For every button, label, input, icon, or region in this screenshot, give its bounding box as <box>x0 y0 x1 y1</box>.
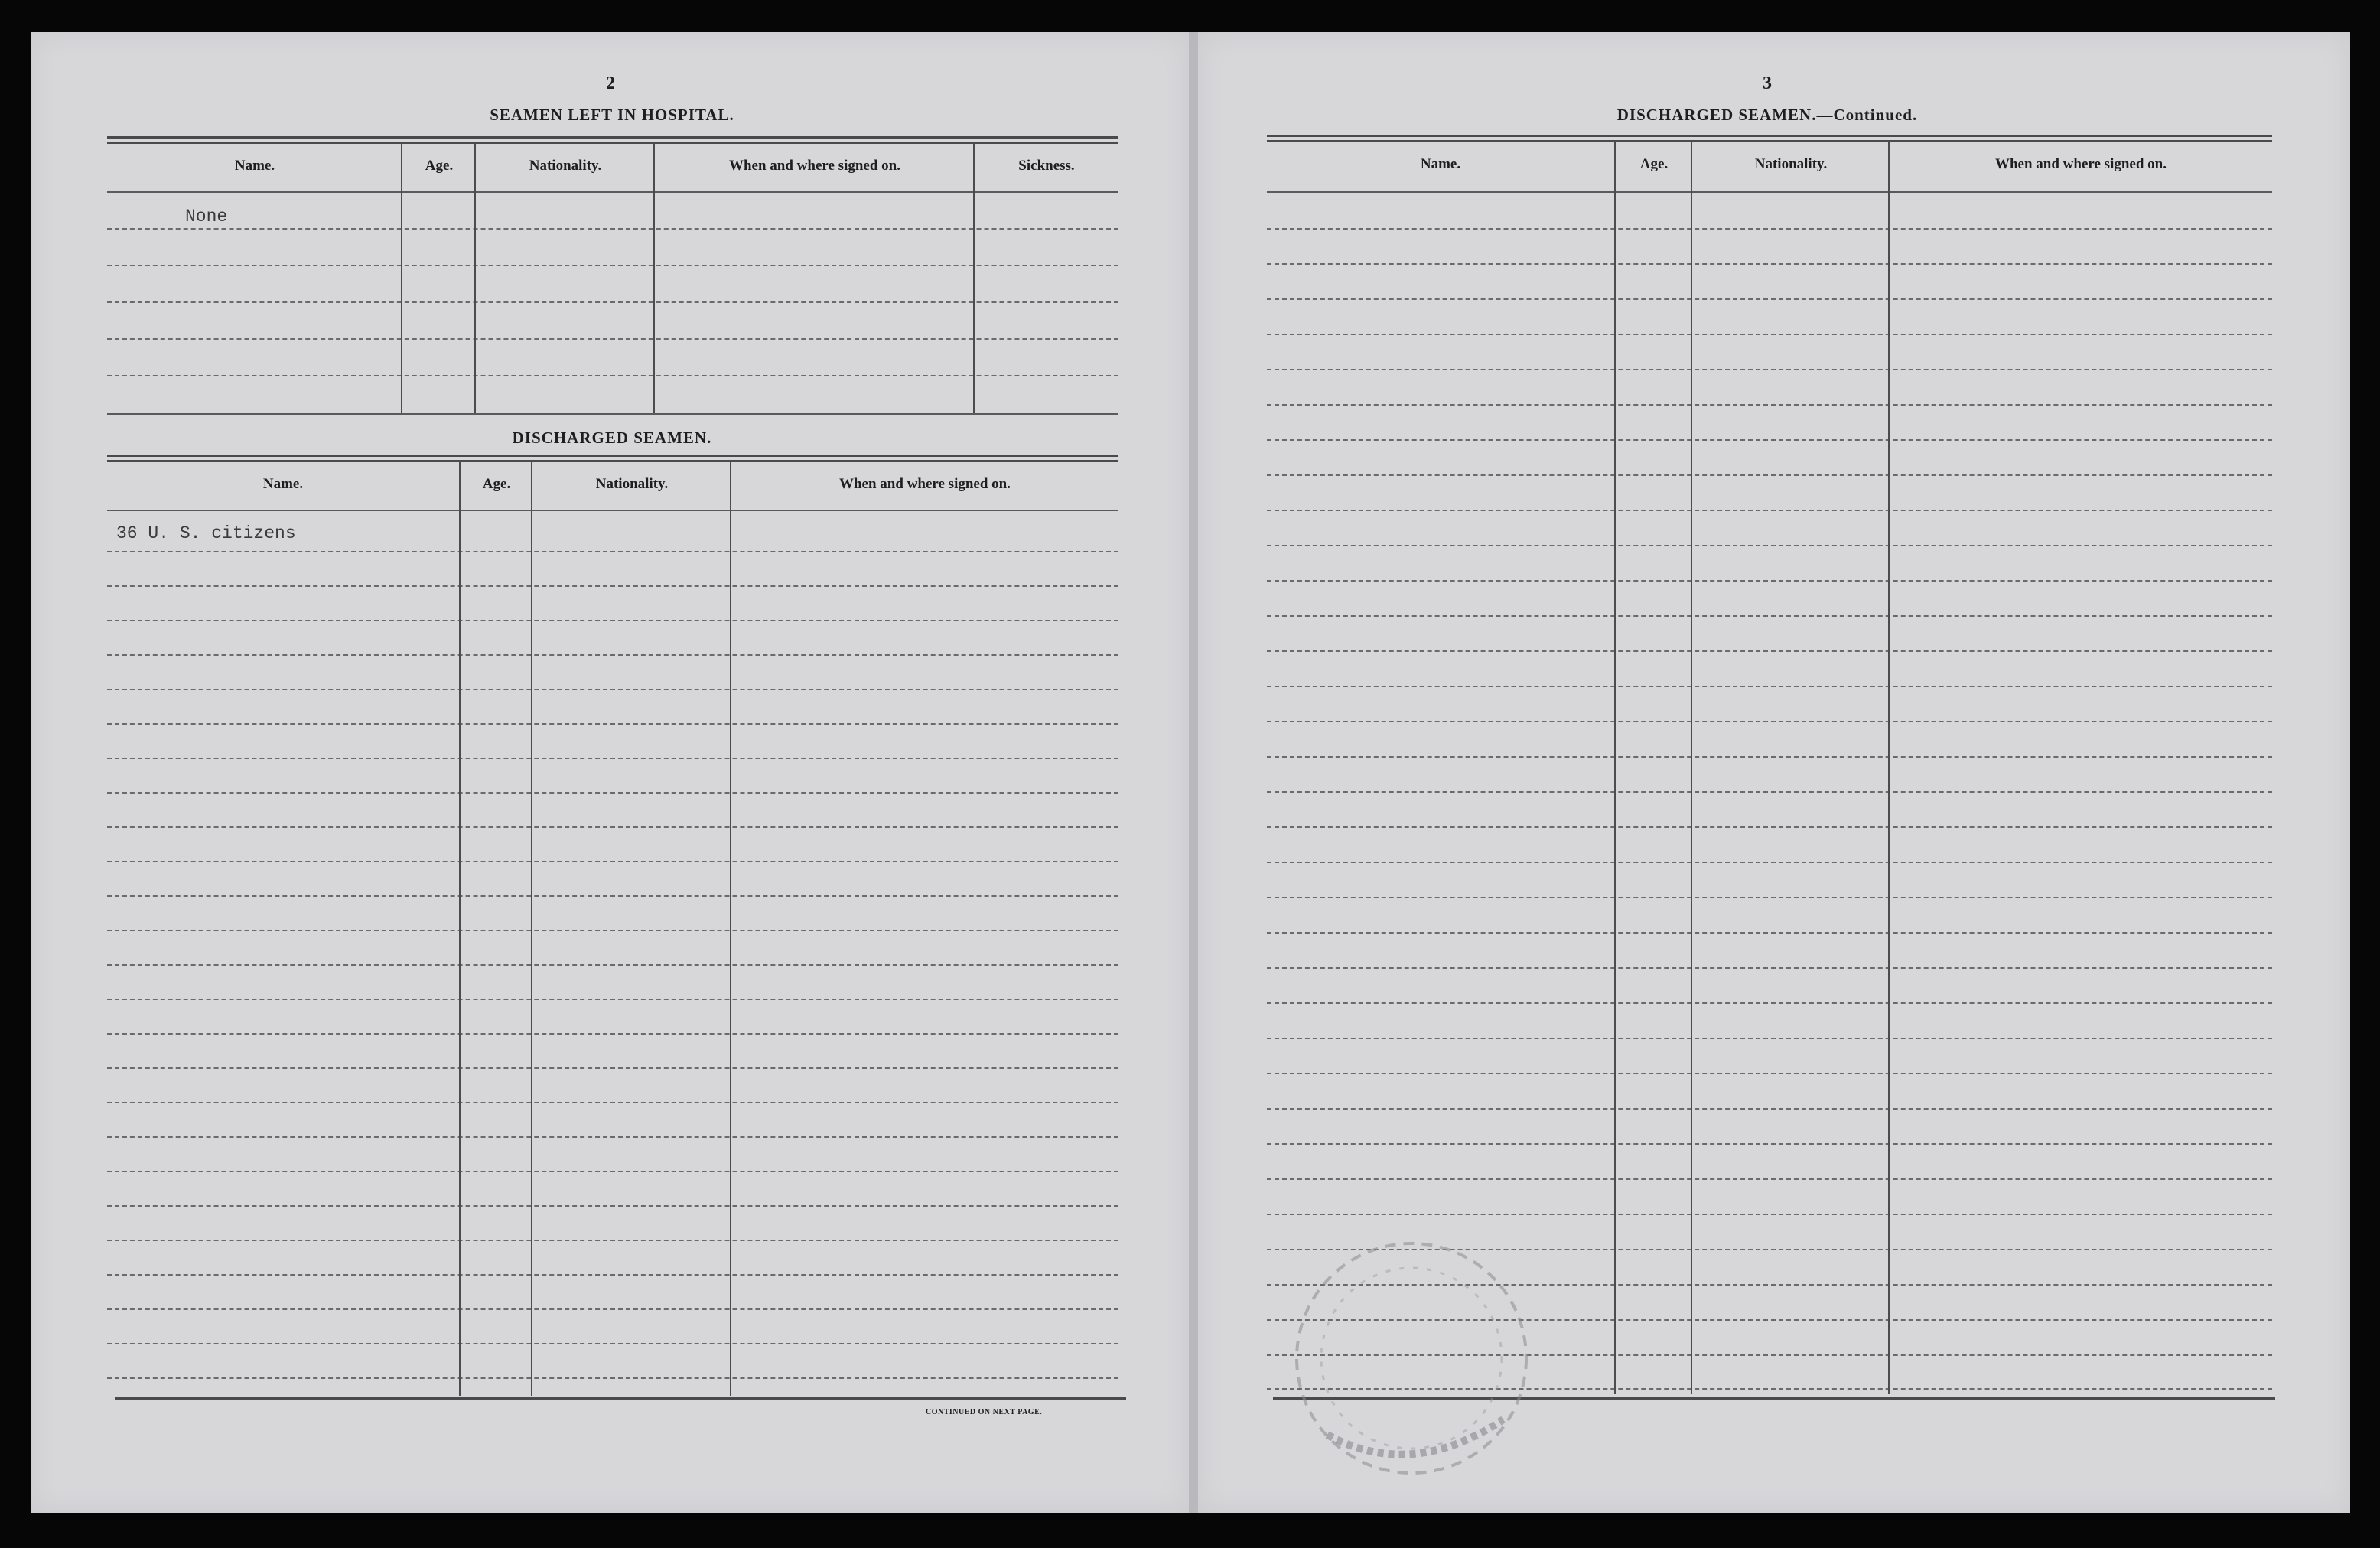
discharged-row-line <box>107 758 1118 759</box>
hospital-col-sickness: Sickness. <box>1018 158 1075 174</box>
discharged-col-divider <box>531 461 532 1396</box>
hospital-header-rule <box>107 191 1118 193</box>
discharged-col-signed-on: When and where signed on. <box>838 476 1011 492</box>
discharged-col-age: Age. <box>482 476 511 492</box>
hospital-top-rule <box>107 136 1118 144</box>
right-row-line <box>1267 298 2272 300</box>
hospital-section-title: SEAMEN LEFT IN HOSPITAL. <box>490 106 734 124</box>
right-row-line <box>1267 580 2272 582</box>
hospital-col-signed-on: When and where signed on. <box>728 158 900 174</box>
right-page-number: 3 <box>1763 73 1772 93</box>
right-row-line <box>1267 1108 2272 1110</box>
hospital-bottom-rule <box>107 413 1118 415</box>
right-row-line <box>1267 474 2272 476</box>
right-row-line <box>1267 1178 2272 1180</box>
discharged-entry: 36 U. S. citizens <box>116 523 296 543</box>
discharged-row-line <box>107 1067 1118 1069</box>
right-row-line <box>1267 439 2272 441</box>
hospital-row-line <box>107 375 1118 376</box>
hospital-col-divider <box>653 144 655 413</box>
discharged-col-name: Name. <box>262 476 304 492</box>
right-col-divider <box>1888 142 1890 1394</box>
discharged-header-rule <box>107 510 1118 511</box>
right-row-line <box>1267 1002 2272 1004</box>
discharged-row-line <box>107 861 1118 862</box>
discharged-row-line <box>107 1274 1118 1276</box>
right-row-line <box>1267 1038 2272 1039</box>
right-row-line <box>1267 650 2272 652</box>
right-col-age: Age. <box>1639 156 1669 172</box>
left-page <box>31 32 1189 1513</box>
discharged-row-line <box>107 551 1118 552</box>
right-col-signed-on: When and where signed on. <box>1994 156 2167 172</box>
hospital-col-age: Age. <box>425 158 454 174</box>
discharged-col-divider <box>730 461 731 1396</box>
right-row-line <box>1267 369 2272 370</box>
hospital-entry: None <box>185 207 228 226</box>
right-row-line <box>1267 686 2272 687</box>
discharged-col-divider <box>459 461 461 1396</box>
discharged-row-line <box>107 1136 1118 1138</box>
discharged-row-line <box>107 689 1118 690</box>
discharged-row-line <box>107 585 1118 587</box>
hospital-col-name: Name. <box>234 158 275 174</box>
faded-stamp-mark <box>1281 1228 1542 1488</box>
right-row-line <box>1267 615 2272 617</box>
hospital-row-line <box>107 228 1118 230</box>
right-col-nationality: Nationality. <box>1754 156 1828 172</box>
discharged-row-line <box>107 1205 1118 1207</box>
discharged-row-line <box>107 1102 1118 1103</box>
discharged-row-line <box>107 1343 1118 1344</box>
right-row-line <box>1267 791 2272 793</box>
right-row-line <box>1267 545 2272 546</box>
book-gutter <box>1189 32 1198 1513</box>
discharged-row-line <box>107 826 1118 828</box>
continued-note: CONTINUED ON NEXT PAGE. <box>926 1408 1043 1416</box>
discharged-row-line <box>107 1377 1118 1379</box>
right-section-title: DISCHARGED SEAMEN.—Continued. <box>1617 106 1918 124</box>
right-row-line <box>1267 334 2272 335</box>
discharged-top-rule <box>107 455 1118 462</box>
discharged-row-line <box>107 1033 1118 1035</box>
discharged-row-line <box>107 999 1118 1000</box>
right-row-line <box>1267 826 2272 828</box>
hospital-col-divider <box>401 144 402 413</box>
right-col-name: Name. <box>1420 156 1461 172</box>
right-row-line <box>1267 862 2272 863</box>
right-col-divider <box>1691 142 1692 1394</box>
discharged-col-nationality: Nationality. <box>595 476 669 492</box>
discharged-row-line <box>107 895 1118 897</box>
discharged-row-line <box>107 620 1118 621</box>
discharged-row-line <box>107 654 1118 656</box>
right-row-line <box>1267 510 2272 511</box>
left-page-number: 2 <box>606 73 615 93</box>
hospital-row-line <box>107 265 1118 266</box>
discharged-row-line <box>107 964 1118 966</box>
right-header-rule <box>1267 191 2272 193</box>
hospital-col-nationality: Nationality. <box>529 158 602 174</box>
discharged-row-line <box>107 792 1118 794</box>
discharged-row-line <box>107 723 1118 725</box>
right-row-line <box>1267 721 2272 722</box>
right-row-line <box>1267 228 2272 230</box>
hospital-row-line <box>107 338 1118 340</box>
discharged-row-line <box>107 1308 1118 1310</box>
right-row-line <box>1267 263 2272 265</box>
right-row-line <box>1267 1073 2272 1074</box>
hospital-col-divider <box>474 144 476 413</box>
discharged-row-line <box>107 1171 1118 1172</box>
right-row-line <box>1267 897 2272 898</box>
right-row-line <box>1267 1143 2272 1145</box>
right-top-rule <box>1267 135 2272 142</box>
discharged-row-line <box>107 930 1118 931</box>
right-row-line <box>1267 932 2272 934</box>
discharged-bottom-rule <box>115 1397 1126 1400</box>
hospital-col-divider <box>973 144 975 413</box>
right-row-line <box>1267 1214 2272 1215</box>
discharged-row-line <box>107 1240 1118 1241</box>
right-row-line <box>1267 967 2272 969</box>
right-row-line <box>1267 404 2272 406</box>
hospital-row-line <box>107 301 1118 303</box>
right-row-line <box>1267 756 2272 758</box>
right-col-divider <box>1614 142 1616 1394</box>
discharged-section-title: DISCHARGED SEAMEN. <box>512 429 712 447</box>
